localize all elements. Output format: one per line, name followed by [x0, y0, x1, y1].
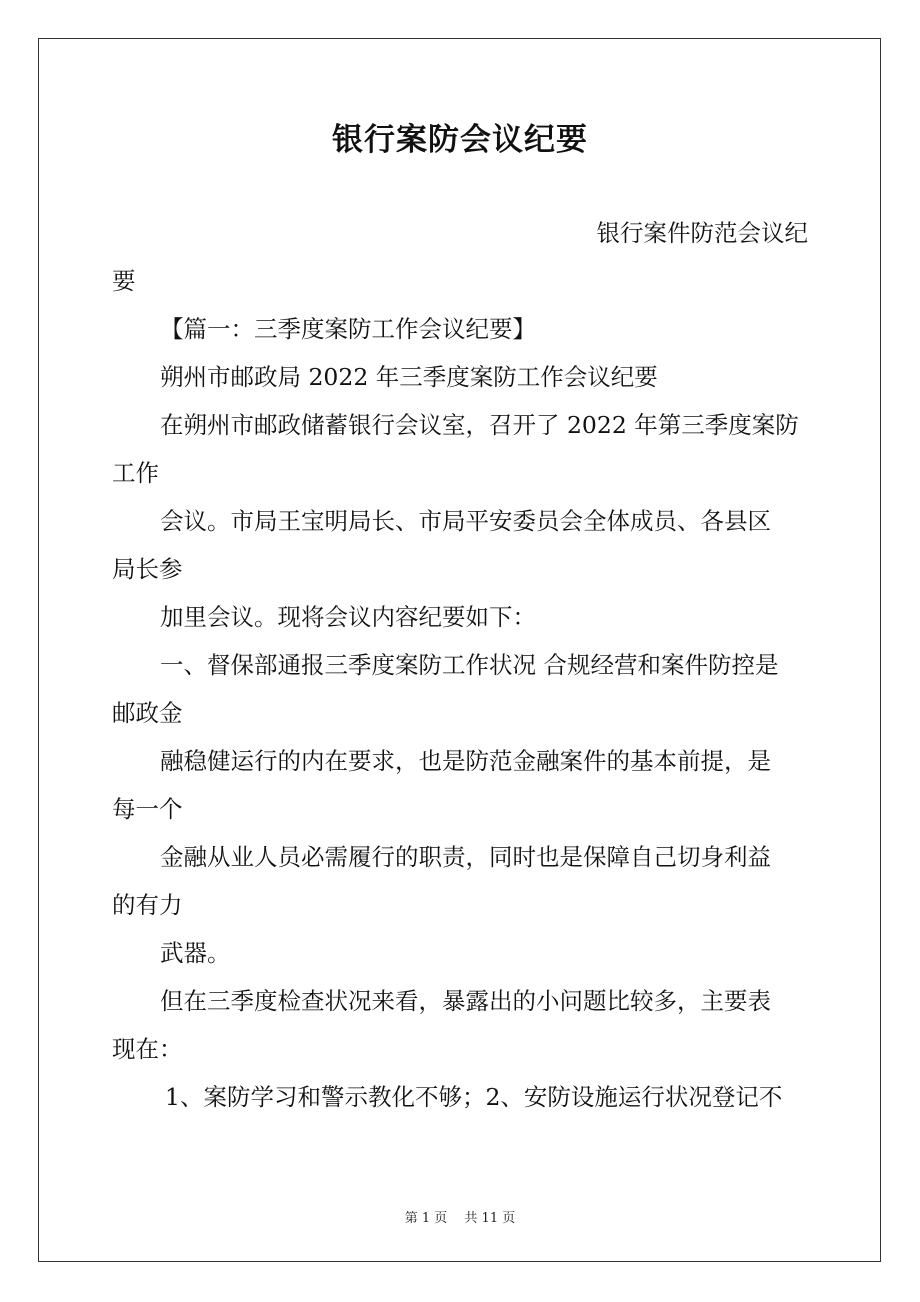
text-line: 融稳健运行的内在要求，也是防范金融案件的基本前提，是 — [160, 747, 771, 775]
text-line: 一、督保部通报三季度案防工作状况 合规经营和案件防控是 — [160, 651, 779, 679]
text-line: 现在： — [112, 1035, 183, 1063]
text-line: 每一个 — [112, 795, 183, 823]
text-line: 朔州市邮政局 2022 年三季度案防工作会议纪要 — [160, 363, 658, 391]
text-line: 会议。市局王宝明局长、市局平安委员会全体成员、各县区 — [160, 507, 771, 535]
text-line: 武器。 — [160, 939, 231, 967]
page-number-footer: 第 1 页 共 11 页 — [404, 1211, 516, 1226]
text-line: 的有力 — [112, 891, 183, 919]
document-body — [112, 209, 808, 1121]
document-title: 银行案防会议纪要 — [332, 122, 588, 158]
section-heading: 【篇一：三季度案防工作会议纪要】 — [160, 315, 536, 343]
text-line: 但在三季度检查状况来看，暴露出的小问题比较多，主要表 — [160, 987, 771, 1015]
text-line: 局长参 — [112, 555, 183, 583]
text-line: 要 — [112, 267, 136, 295]
subtitle-line: 银行案件防范会议纪 — [596, 219, 808, 247]
text-line: 金融从业人员必需履行的职责，同时也是保障自己切身利益 — [160, 843, 771, 871]
text-line: 1、案防学习和警示教化不够；2、安防设施运行状况登记不 — [165, 1083, 783, 1111]
text-line: 在朔州市邮政储蓄银行会议室，召开了 2022 年第三季度案防 — [160, 411, 799, 439]
text-line: 加里会议。现将会议内容纪要如下： — [160, 603, 536, 631]
text-line: 邮政金 — [112, 699, 183, 727]
text-line: 工作 — [112, 459, 159, 487]
